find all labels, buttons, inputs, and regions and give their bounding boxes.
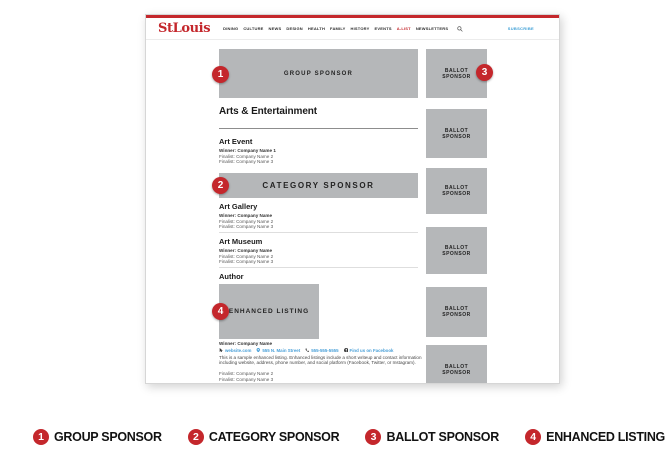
- winner-entry: Winner: Company Name: [219, 248, 273, 253]
- ballot-sponsor-placement: [426, 345, 487, 384]
- ballot-sponsor-placement: [426, 109, 487, 158]
- finalist-entry: Finalist: Company Name 2: [219, 153, 274, 159]
- enhanced-finalists: [219, 371, 273, 384]
- subscribe-link[interactable]: SUBSCRIBE: [507, 26, 534, 31]
- legend-item-ballot-sponsor: [365, 429, 498, 445]
- legend-label: ENHANCED LISTING: [546, 430, 665, 444]
- nav-item-news[interactable]: NEWS: [268, 26, 282, 31]
- winner-entry: Winner: Company Name 1: [219, 148, 276, 153]
- nav-item-design[interactable]: DESIGN: [286, 26, 303, 31]
- site-header: [146, 18, 559, 40]
- nav-item-family[interactable]: FAMILY: [330, 26, 346, 31]
- finalist-entry: Finalist: Company Name 3: [219, 224, 274, 230]
- cursor-icon: [219, 348, 224, 353]
- marker-4-enhanced-listing: 4: [212, 303, 229, 320]
- winner-entry: Winner: Company Name: [219, 213, 273, 218]
- category-heading-author: Author: [219, 272, 244, 281]
- facebook-link-label: Find us on Facebook: [349, 347, 394, 353]
- category-heading-art-gallery: Art Gallery: [219, 202, 258, 211]
- search-icon[interactable]: [457, 26, 463, 32]
- legend-item-group-sponsor: [33, 429, 162, 445]
- section-divider: [219, 128, 418, 129]
- ballot-sponsor-placement: [426, 227, 487, 274]
- finalist-entry: Finalist: Company Name 3: [219, 377, 274, 383]
- category-heading-art-event: Art Event: [219, 137, 253, 146]
- ballot-sponsor-label: BALLOT SPONSOR: [442, 244, 471, 257]
- finalist-entry: Finalist: Company Name 3: [219, 159, 274, 165]
- nav-item-events[interactable]: EVENTS: [374, 26, 392, 31]
- finalist-entry: Finalist: Company Name 2: [219, 218, 274, 224]
- legend-item-category-sponsor: [188, 429, 339, 445]
- address-link[interactable]: [256, 348, 300, 353]
- ballot-sponsor-placement: [426, 168, 487, 214]
- ballot-sponsor-label: BALLOT SPONSOR: [442, 306, 471, 318]
- enhanced-winner-entry: Winner: Company Name: [219, 341, 273, 346]
- enhanced-listing-placement: ENHANCED LISTING: [219, 284, 319, 339]
- group-sponsor-placement: GROUP SPONSOR: [219, 49, 418, 98]
- nav-item-newsletters[interactable]: NEWSLETTERS: [415, 26, 449, 31]
- ballot-sponsor-placement: [426, 287, 487, 337]
- phone-link[interactable]: [305, 348, 338, 353]
- finalist-entry: Finalist: Company Name 3: [219, 259, 274, 265]
- nav-item-culture[interactable]: CULTURE: [243, 26, 264, 31]
- ballot-sponsor-label: BALLOT SPONSOR: [442, 67, 471, 80]
- browser-frame: [145, 14, 560, 384]
- category-entries: [219, 213, 273, 230]
- location-pin-icon: [256, 348, 261, 353]
- address-link-label: 555 N. Main Street: [262, 347, 301, 353]
- marker-2-category-sponsor: 2: [212, 177, 229, 194]
- stlouis-logo[interactable]: StLouis: [158, 21, 211, 36]
- legend-marker-1: 1: [33, 429, 49, 445]
- facebook-icon: [344, 348, 349, 353]
- website-link-label: website.com: [225, 347, 252, 353]
- nav-item-dining[interactable]: DINING: [223, 26, 239, 31]
- nav-item-history[interactable]: HISTORY: [350, 26, 370, 31]
- marker-3-ballot-sponsor: 3: [476, 64, 493, 81]
- nav-item-a-list[interactable]: A-LIST: [396, 26, 411, 31]
- marker-1-group-sponsor: 1: [212, 66, 229, 83]
- legend-label: BALLOT SPONSOR: [386, 430, 499, 444]
- ballot-sponsor-label: BALLOT SPONSOR: [442, 127, 471, 140]
- phone-link-label: 555-555-5555: [311, 347, 339, 353]
- ballot-sponsor-label: BALLOT SPONSOR: [442, 364, 471, 376]
- finalist-entry: Finalist: Company Name 2: [219, 253, 274, 259]
- placement-legend: [33, 429, 665, 445]
- nav-item-health[interactable]: HEALTH: [307, 26, 326, 31]
- category-sponsor-placement: CATEGORY SPONSOR: [219, 173, 418, 198]
- legend-label: GROUP SPONSOR: [54, 430, 162, 444]
- category-divider: [219, 267, 418, 268]
- category-divider: [219, 232, 418, 233]
- legend-marker-3: 3: [365, 429, 381, 445]
- legend-marker-4: 4: [525, 429, 541, 445]
- legend-marker-2: 2: [188, 429, 204, 445]
- main-nav: [223, 26, 448, 31]
- facebook-link[interactable]: [344, 348, 394, 353]
- enhanced-contact-row: [219, 348, 393, 353]
- legend-label: CATEGORY SPONSOR: [208, 430, 340, 444]
- phone-icon: [305, 348, 310, 353]
- legend-item-enhanced-listing: [525, 429, 665, 445]
- enhanced-listing-description: This is a sample enhanced listing. Enhanced listings include a short writeup and contact information including website, address, phone number, and social platform (Facebook, Twitter, or Instagram).: [219, 354, 422, 366]
- section-title: Arts & Entertainment: [219, 106, 318, 117]
- category-heading-art-museum: Art Museum: [219, 237, 263, 246]
- ballot-sponsor-label: BALLOT SPONSOR: [442, 185, 471, 197]
- finalist-entry: Finalist: Company Name 2: [219, 370, 274, 376]
- category-entries: [219, 248, 273, 265]
- category-entries: [219, 148, 276, 165]
- website-link[interactable]: [219, 348, 251, 353]
